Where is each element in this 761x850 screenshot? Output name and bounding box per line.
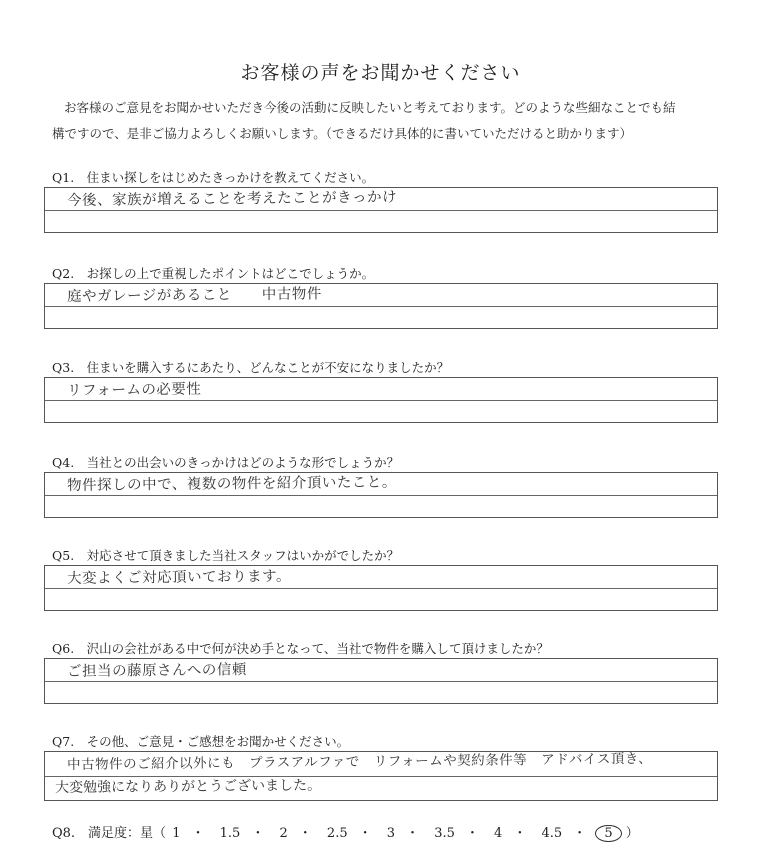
form-intro [52,95,722,147]
answer-box-7[interactable] [44,751,718,801]
rating-separator: ・ [406,826,420,841]
form-title: お客様の声をお聞かせください [240,62,521,84]
answer-5-text: 大変よくご対応頂いております。 [67,568,292,587]
rating-option-3[interactable]: 3 [386,826,396,841]
answer-rule [45,681,717,682]
rating-option-2[interactable]: 2 [279,826,288,841]
rating-option-2-5[interactable]: 2.5 [326,826,348,841]
question-5-label: Q5. 対応させて頂きました当社スタッフはいかがでしたか？ [52,548,400,563]
answer-rule [45,210,717,211]
rating-separator: ・ [573,826,587,841]
answer-box-5[interactable] [44,565,718,611]
rating-option-5-selected[interactable]: 5 [595,825,621,842]
satisfaction-close: ） [625,826,639,841]
rating-option-3-5[interactable]: 3.5 [434,826,455,841]
intro-line-2: 構ですので、是非ご協力よろしくお願いします。（できるだけ具体的に書いていただけると助かります） [52,126,633,141]
rating-separator: ・ [191,826,205,841]
rating-separator: ・ [465,826,479,841]
answer-box-3[interactable] [44,377,718,423]
answer-7-line-1: 中古物件のご紹介以外にも プラスアルファで リフォームや契約条件等 アドバイス頂き、 [67,750,653,773]
question-3-label: Q3. 住まいを購入するにあたり、どんなことが不安になりましたか？ [52,360,450,375]
answer-2-text: 庭やガレージがあること 中古物件 [67,286,322,305]
answer-4-text: 物件探しの中で、複数の物件を紹介頂いたこと。 [67,474,397,494]
answer-1-text: 今後、家族が増えることを考えたことがきっかけ [67,189,398,209]
rating-option-1[interactable]: 1 [172,826,181,841]
answer-rule [45,400,717,401]
question-6-label: Q6. 沢山の会社がある中で何が決め手となって、当社で物件を購入して頂けましたか？ [52,641,549,656]
question-2-label: Q2. お探しの上で重視したポイントはどこでしょうか。 [52,266,375,281]
question-1-label: Q1. 住まい探しをはじめたきっかけを教えてください。 [52,170,375,185]
answer-box-1[interactable] [44,187,718,233]
answer-3-text: リフォームの必要性 [67,381,202,399]
answer-rule [45,306,717,307]
satisfaction-row [52,822,639,842]
rating-option-1-5[interactable]: 1.5 [219,826,241,841]
rating-option-4-5[interactable]: 4.5 [541,826,563,841]
satisfaction-label: Q8. 満足度：星（ [52,826,167,841]
answer-box-6[interactable] [44,658,718,704]
answer-box-2[interactable] [44,283,718,329]
question-7-label: Q7. その他、ご意見・ご感想をお聞かせください。 [52,734,350,749]
answer-rule [45,495,717,496]
rating-separator: ・ [358,826,372,841]
answer-6-text: ご担当の藤原さんへの信頼 [67,662,247,680]
answer-rule [45,588,717,589]
answer-box-4[interactable] [44,472,718,518]
rating-option-4[interactable]: 4 [494,826,503,841]
rating-separator: ・ [298,826,312,841]
question-4-label: Q4. 当社との出会いのきっかけはどのような形でしょうか？ [52,455,400,470]
answer-7-line-2: 大変勉強になりありがとうございました。 [55,777,322,796]
intro-line-1: お客様のご意見をお聞かせいただき今後の活動に反映したいと考えております。どのような些細なことでも結 [64,100,676,115]
rating-separator: ・ [513,826,527,841]
rating-separator: ・ [251,826,265,841]
